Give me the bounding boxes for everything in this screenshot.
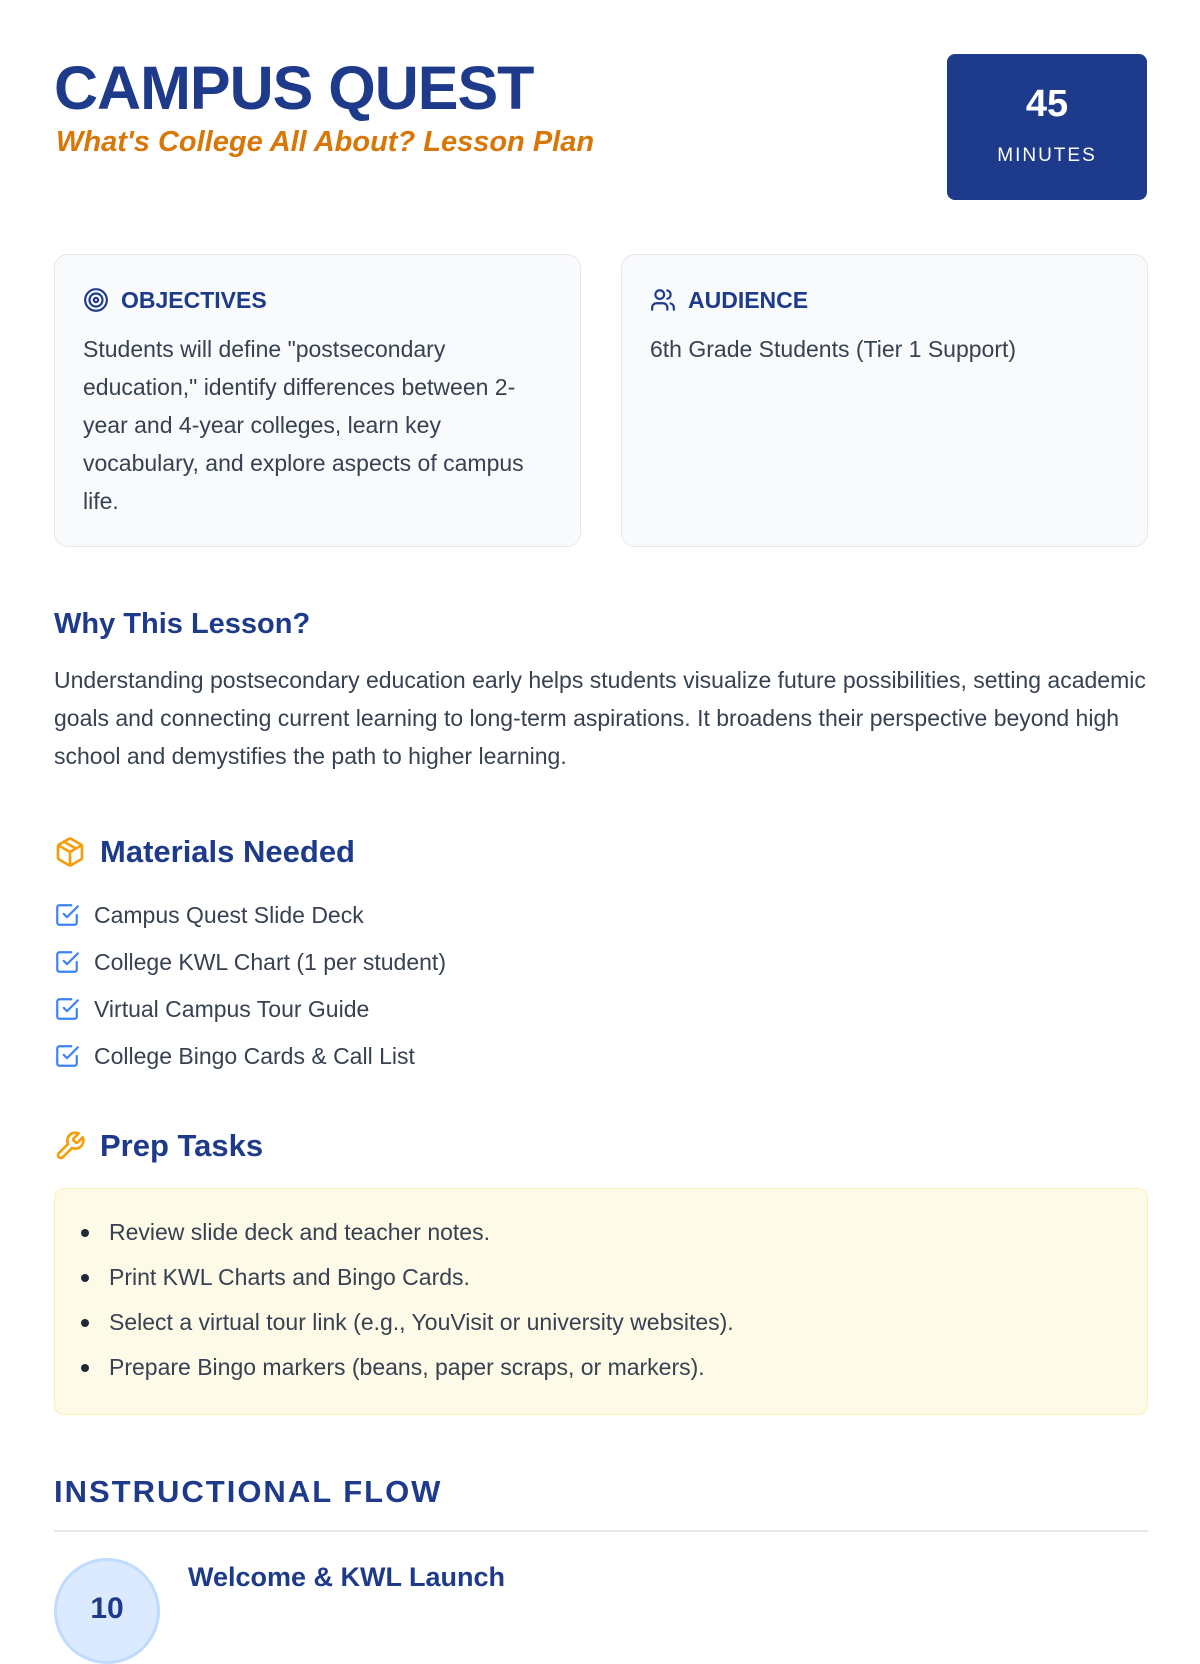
materials-header	[54, 832, 355, 872]
checkbox-checked-icon	[54, 902, 80, 928]
bullet-icon	[81, 1364, 89, 1372]
step-minutes: 10	[90, 1592, 124, 1625]
checkbox-checked-icon	[54, 1043, 80, 1069]
why-heading: Why This Lesson?	[54, 608, 311, 640]
bullet-icon	[81, 1274, 89, 1282]
objectives-label: OBJECTIVES	[121, 287, 267, 313]
prep-tasks-box	[54, 1188, 1148, 1415]
flow-heading: INSTRUCTIONAL FLOW	[54, 1474, 443, 1509]
duration-badge	[947, 54, 1147, 200]
list-item	[54, 938, 754, 985]
prep-heading: Prep Tasks	[100, 1128, 264, 1163]
prep-task-text: Prepare Bingo markers (beans, paper scraps, or markers).	[109, 1354, 705, 1380]
page-title: CAMPUS QUEST	[54, 54, 534, 122]
why-text: Understanding postsecondary education early helps students visualize future possibilities, setting academic goals and connecting current learning to long-term aspirations. It broadens their perspective beyond high school and demystifies the path to higher learning.	[54, 667, 1146, 769]
list-item	[81, 1210, 734, 1255]
step-title: Welcome & KWL Launch	[188, 1562, 506, 1592]
bullet-icon	[81, 1229, 89, 1237]
target-icon	[83, 287, 109, 313]
list-item	[54, 891, 754, 938]
prep-list	[81, 1210, 734, 1390]
checkbox-checked-icon	[54, 949, 80, 975]
lesson-plan-page	[54, 0, 1148, 1625]
objectives-header	[83, 285, 267, 315]
list-item	[54, 985, 754, 1032]
material-label: College KWL Chart (1 per student)	[94, 948, 446, 975]
package-icon	[54, 836, 86, 868]
prep-header	[54, 1126, 263, 1166]
prep-task-text: Select a virtual tour link (e.g., YouVisit or university websites).	[109, 1309, 734, 1335]
materials-heading: Materials Needed	[100, 834, 355, 869]
objectives-text: Students will define "postsecondary education," identify differences between 2-year and 4-year colleges, learn key vocabulary, and explore aspects of campus life.	[83, 336, 524, 514]
materials-list	[54, 891, 754, 1079]
step-minutes-badge	[54, 1558, 160, 1664]
objectives-card	[54, 254, 581, 547]
audience-label: AUDIENCE	[688, 287, 809, 313]
list-item	[81, 1255, 734, 1300]
audience-header	[650, 285, 808, 315]
flow-divider	[54, 1530, 1148, 1532]
bullet-icon	[81, 1319, 89, 1327]
prep-task-text: Print KWL Charts and Bingo Cards.	[109, 1264, 470, 1290]
duration-unit: MINUTES	[997, 145, 1097, 166]
list-item	[54, 1032, 754, 1079]
wrench-icon	[54, 1130, 86, 1162]
duration-value: 45	[1025, 83, 1069, 125]
users-icon	[650, 287, 676, 313]
material-label: College Bingo Cards & Call List	[94, 1042, 415, 1069]
audience-card	[621, 254, 1148, 547]
page-subtitle: What's College All About? Lesson Plan	[56, 126, 595, 158]
checkbox-checked-icon	[54, 996, 80, 1022]
list-item	[81, 1345, 734, 1390]
prep-task-text: Review slide deck and teacher notes.	[109, 1219, 490, 1245]
list-item	[81, 1300, 734, 1345]
material-label: Campus Quest Slide Deck	[94, 901, 364, 928]
material-label: Virtual Campus Tour Guide	[94, 995, 370, 1022]
audience-text: 6th Grade Students (Tier 1 Support)	[650, 336, 1017, 362]
